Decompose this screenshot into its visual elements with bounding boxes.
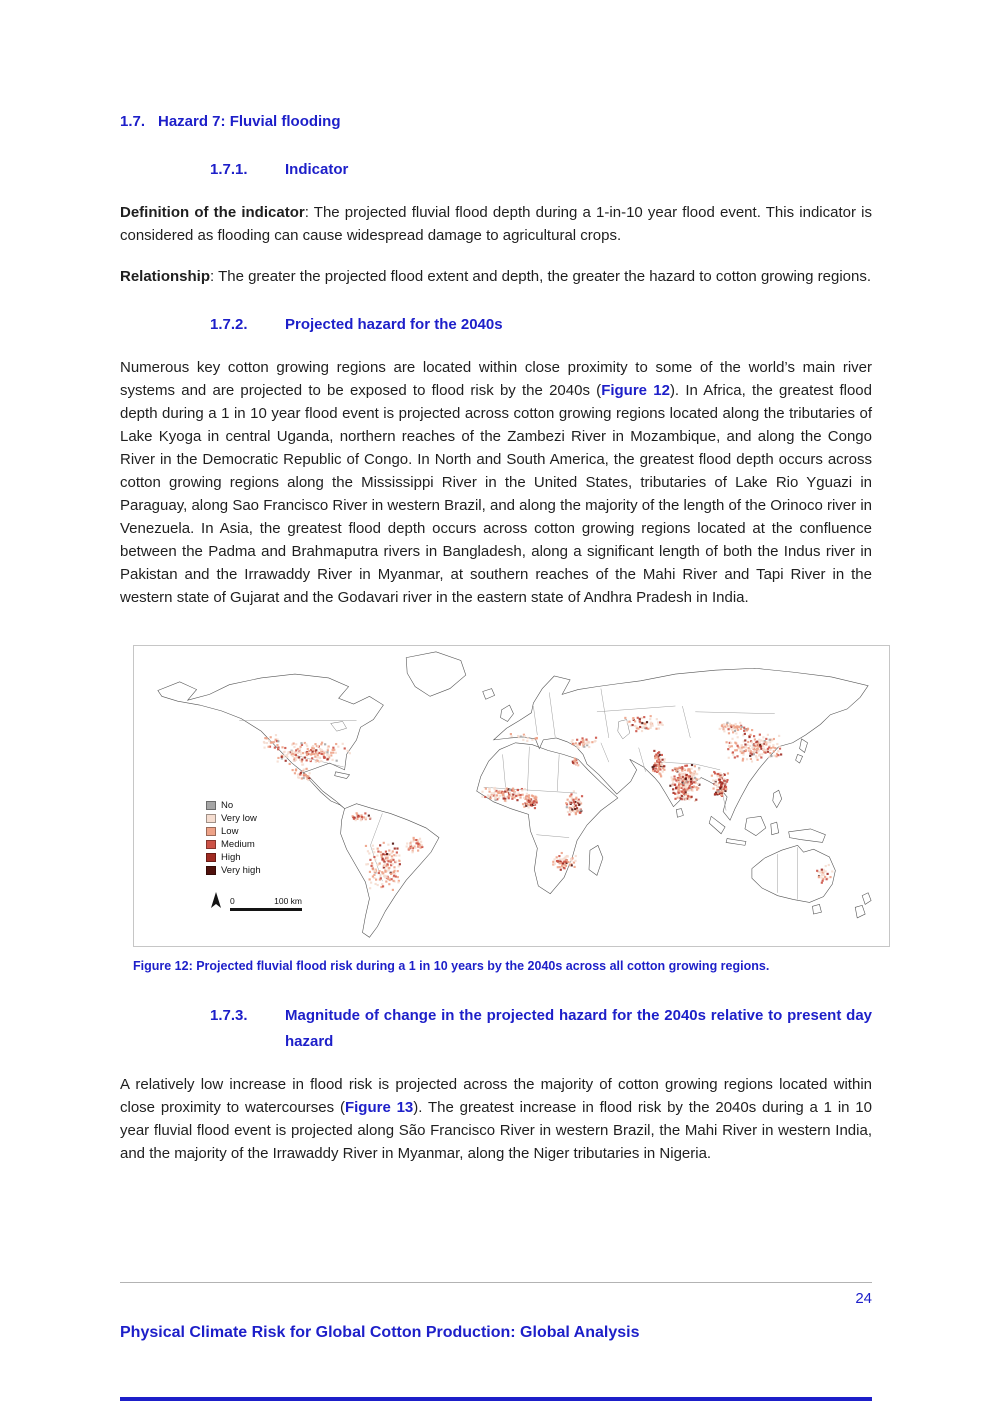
- paragraph-definition: [120, 201, 872, 247]
- paragraph-projected-hazard: [120, 356, 872, 609]
- subsection-title: Magnitude of change in the projected hazard for the 2040s relative to present day hazard: [285, 1007, 872, 1050]
- legend-item-medium: [206, 839, 261, 850]
- subsection-title: Projected hazard for the 2040s: [285, 316, 503, 333]
- section-number: 1.7.: [120, 113, 146, 130]
- subsection-heading-projected-hazard: [210, 312, 872, 338]
- subsection-heading-magnitude: [210, 1003, 872, 1055]
- figure-13-reference[interactable]: Figure 13: [344, 1099, 414, 1116]
- page-number: 24: [855, 1290, 872, 1307]
- subsection-number: 1.7.3.: [210, 1007, 248, 1024]
- scale-bar: [230, 896, 302, 911]
- figure-12-reference[interactable]: Figure 12: [601, 382, 670, 399]
- legend-item-very-high: [206, 865, 261, 876]
- legend-swatch: [206, 814, 216, 823]
- legend-label: Very low: [221, 813, 257, 824]
- legend-swatch: [206, 840, 216, 849]
- bottom-accent-rule: [120, 1397, 872, 1401]
- world-map: [133, 645, 890, 947]
- scale-line: [230, 908, 302, 911]
- paragraph-text: : The projected fluvial flood depth during a 1-in-10 year flood event. This indicator is considered as flooding can cause widespread damage to agricultural crops.: [120, 204, 872, 244]
- paragraph-lead: Definition of the indicator: [120, 204, 305, 221]
- subsection-heading-indicator: [210, 157, 872, 183]
- scale-labels: [230, 896, 302, 906]
- north-arrow-icon: [210, 892, 222, 915]
- scale-distance-label: 100 km: [274, 896, 302, 906]
- legend-item-very-low: [206, 813, 261, 824]
- legend-item-high: [206, 852, 261, 863]
- paragraph-text: Numerous key cotton growing regions are located within close proximity to some of the world’s main river systems and are projected to be exposed to flood risk by the 2040s (: [120, 359, 872, 399]
- scale-zero-label: 0: [230, 896, 235, 906]
- page-content: [120, 113, 872, 1165]
- paragraph-text: ). In Africa, the greatest flood depth during a 1 in 10 year flood event is projected across cotton growing regions located along the tributaries of Lake Kyoga in central Uganda, northern reaches of the Zambezi River in Mozambique, and along the Congo River in the Democratic Republic of Congo. In North and South America, the greatest flood depth occurs across cotton growing regions along the Mississippi River in the United States, tributaries of Lake Rio Yguazi in Paraguay, along Sao Francisco River in western Brazil, and along the majority of the length of the Orinoco river in Venezuela. In Asia, the greatest flood depth occurs across cotton growing regions located at the confluence between the Padma and Brahmaputra rivers in Bangladesh, along a significant length of both the Indus river in Pakistan and the Irrawaddy River in Myanmar, at southern reaches of the Mahi River and Tapi River in the western state of Gujarat and the Godavari river in the eastern state of Andhra Pradesh in India.: [120, 382, 872, 606]
- footer-title: Physical Climate Risk for Global Cotton Production: Global Analysis: [120, 1324, 640, 1341]
- legend-label: Medium: [221, 839, 255, 850]
- legend-swatch: [206, 801, 216, 810]
- legend-swatch: [206, 827, 216, 836]
- legend-item-no: [206, 800, 261, 811]
- paragraph-relationship: [120, 265, 872, 288]
- paragraph-magnitude-change: [120, 1073, 872, 1165]
- legend-label: High: [221, 852, 241, 863]
- footer-divider: [120, 1282, 872, 1283]
- map-legend: [206, 800, 261, 878]
- legend-swatch: [206, 866, 216, 875]
- section-heading: [120, 113, 872, 131]
- subsection-number: 1.7.2.: [210, 316, 248, 333]
- figure-caption: Figure 12: Projected fluvial flood risk during a 1 in 10 years by the 2040s across all cotton growing regions.: [133, 959, 770, 973]
- paragraph-text: ). The greatest increase in flood risk by the 2040s during a 1 in 10 year fluvial flood event is projected along São Francisco River in western Brazil, the Mahi River in western India, and the majority of the Irrawaddy River in Myanmar, along the Niger tributaries in Nigeria.: [120, 1099, 872, 1162]
- legend-item-low: [206, 826, 261, 837]
- legend-label: Very high: [221, 865, 261, 876]
- legend-label: Low: [221, 826, 239, 837]
- section-title: Hazard 7: Fluvial flooding: [158, 113, 341, 130]
- subsection-title: Indicator: [285, 161, 349, 178]
- paragraph-text: : The greater the projected flood extent and depth, the greater the hazard to cotton growing regions.: [210, 268, 872, 285]
- paragraph-lead: Relationship: [120, 268, 211, 285]
- legend-swatch: [206, 853, 216, 862]
- paragraph-text: A relatively low increase in flood risk is projected across the majority of cotton growing regions located within close proximity to watercourses (: [120, 1076, 872, 1116]
- figure-12: [133, 645, 890, 975]
- subsection-number: 1.7.1.: [210, 161, 248, 178]
- legend-label: No: [221, 800, 234, 811]
